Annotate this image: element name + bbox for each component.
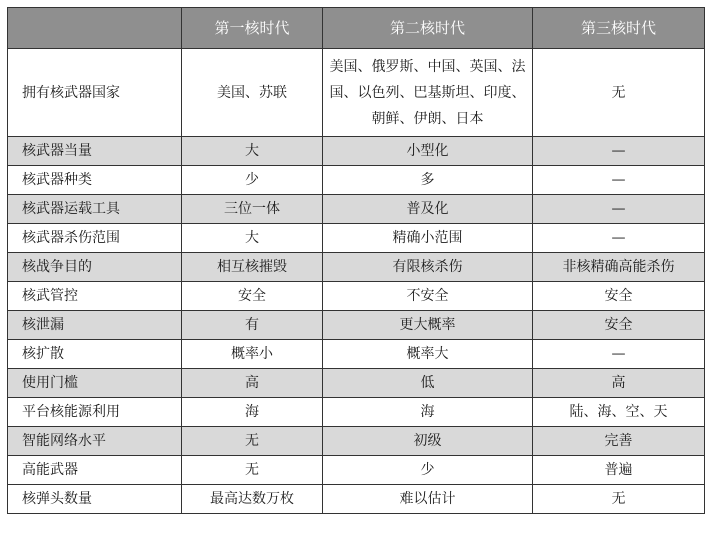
- row-label: 核武管控: [8, 282, 182, 311]
- cell-third-era: 安全: [533, 282, 705, 311]
- table-row: [8, 311, 705, 340]
- cell-first-era: 无: [182, 427, 323, 456]
- table-row: [8, 253, 705, 282]
- cell-second-era: 少: [323, 456, 533, 485]
- table-row: [8, 398, 705, 427]
- cell-third-era: 完善: [533, 427, 705, 456]
- cell-third-era: 非核精确高能杀伤: [533, 253, 705, 282]
- cell-second-era: 小型化: [323, 137, 533, 166]
- table-row: [8, 166, 705, 195]
- cell-third-era: 无: [533, 49, 705, 137]
- cell-third-era: —: [533, 137, 705, 166]
- row-label: 使用门槛: [8, 369, 182, 398]
- header-row: [8, 8, 705, 49]
- table-body: [8, 49, 705, 514]
- cell-third-era: 陆、海、空、天: [533, 398, 705, 427]
- cell-third-era: —: [533, 340, 705, 369]
- table-row: [8, 195, 705, 224]
- cell-first-era: 高: [182, 369, 323, 398]
- row-label: 核战争目的: [8, 253, 182, 282]
- header-first-era: 第一核时代: [182, 8, 323, 49]
- cell-second-era: 概率大: [323, 340, 533, 369]
- table-row: [8, 427, 705, 456]
- row-label: 平台核能源利用: [8, 398, 182, 427]
- cell-third-era: 无: [533, 485, 705, 514]
- table-row: [8, 340, 705, 369]
- cell-third-era: —: [533, 195, 705, 224]
- row-label: 核武器杀伤范围: [8, 224, 182, 253]
- cell-third-era: —: [533, 166, 705, 195]
- row-label: 高能武器: [8, 456, 182, 485]
- table-row: [8, 282, 705, 311]
- cell-first-era: 美国、苏联: [182, 49, 323, 137]
- cell-first-era: 海: [182, 398, 323, 427]
- cell-second-era: 海: [323, 398, 533, 427]
- cell-third-era: 高: [533, 369, 705, 398]
- row-label: 核武器种类: [8, 166, 182, 195]
- cell-first-era: 大: [182, 137, 323, 166]
- cell-third-era: 安全: [533, 311, 705, 340]
- table-header: [8, 8, 705, 49]
- cell-third-era: 普遍: [533, 456, 705, 485]
- header-third-era: 第三核时代: [533, 8, 705, 49]
- cell-second-era: 更大概率: [323, 311, 533, 340]
- cell-first-era: 三位一体: [182, 195, 323, 224]
- row-label: 智能网络水平: [8, 427, 182, 456]
- cell-second-era: 初级: [323, 427, 533, 456]
- header-corner: [8, 8, 182, 49]
- cell-second-era: 难以估计: [323, 485, 533, 514]
- cell-first-era: 相互核摧毁: [182, 253, 323, 282]
- row-label: 核扩散: [8, 340, 182, 369]
- cell-second-era: 普及化: [323, 195, 533, 224]
- cell-second-era: 低: [323, 369, 533, 398]
- cell-first-era: 大: [182, 224, 323, 253]
- table-row: [8, 224, 705, 253]
- table-row: [8, 485, 705, 514]
- cell-first-era: 少: [182, 166, 323, 195]
- cell-first-era: 最高达数万枚: [182, 485, 323, 514]
- cell-second-era: 美国、俄罗斯、中国、英国、法国、以色列、巴基斯坦、印度、朝鲜、伊朗、日本: [323, 49, 533, 137]
- cell-second-era: 精确小范围: [323, 224, 533, 253]
- table-row: [8, 137, 705, 166]
- cell-second-era: 不安全: [323, 282, 533, 311]
- cell-third-era: —: [533, 224, 705, 253]
- table-row: [8, 456, 705, 485]
- table-row: [8, 49, 705, 137]
- row-label: 核泄漏: [8, 311, 182, 340]
- row-label: 核弹头数量: [8, 485, 182, 514]
- cell-second-era: 有限核杀伤: [323, 253, 533, 282]
- nuclear-era-comparison-table: [7, 7, 705, 514]
- table-row: [8, 369, 705, 398]
- row-label: 核武器当量: [8, 137, 182, 166]
- cell-first-era: 无: [182, 456, 323, 485]
- cell-first-era: 概率小: [182, 340, 323, 369]
- cell-second-era: 多: [323, 166, 533, 195]
- row-label: 拥有核武器国家: [8, 49, 182, 137]
- cell-first-era: 有: [182, 311, 323, 340]
- row-label: 核武器运载工具: [8, 195, 182, 224]
- header-second-era: 第二核时代: [323, 8, 533, 49]
- cell-first-era: 安全: [182, 282, 323, 311]
